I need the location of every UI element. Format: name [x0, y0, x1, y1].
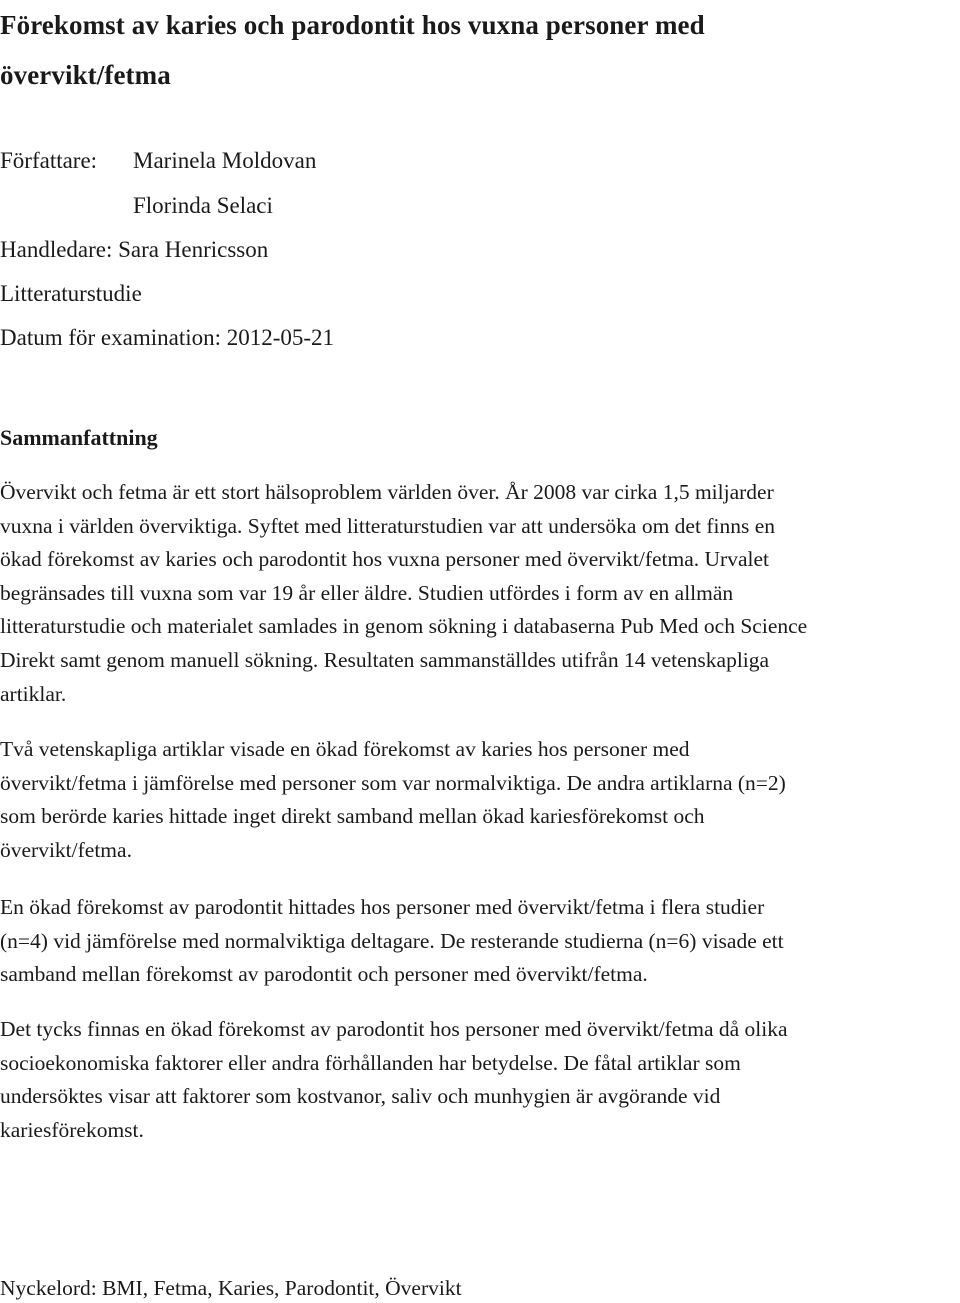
paragraph-line: Direkt samt genom manuell sökning. Resultaten sammanställdes utifrån 14 vetenskapliga	[0, 647, 770, 672]
supervisor-line	[0, 235, 268, 265]
document-title	[0, 0, 880, 100]
paragraph-line: Det tycks finnas en ökad förekomst av parodontit hos personer med övervikt/fetma då olika	[0, 1017, 788, 1041]
summary-paragraph-4	[0, 1013, 958, 1147]
paragraph-line: Två vetenskapliga artiklar visade en ökad förekomst av karies hos personer med	[0, 737, 690, 761]
study-type-text: Litteraturstudie	[0, 281, 142, 306]
title-line-1: Förekomst av karies och parodontit hos vuxna personer med	[0, 10, 705, 40]
author-2: Florinda Selaci	[133, 193, 273, 218]
paragraph-line: En ökad förekomst av parodontit hittades hos personer med övervikt/fetma i flera studier	[0, 895, 765, 919]
paragraph-line: socioekonomiska faktorer eller andra förhållanden har betydelse. De fåtal artiklar som	[0, 1050, 741, 1075]
paragraph-line: kariesförekomst.	[0, 1117, 144, 1142]
summary-paragraph-1	[0, 476, 958, 711]
paragraph-line: övervikt/fetma.	[0, 837, 132, 862]
paragraph-line: vuxna i världen överviktiga. Syftet med litteraturstudien var att undersöka om det finns en	[0, 513, 775, 538]
summary-paragraph-2	[0, 733, 958, 867]
study-type-line	[0, 279, 142, 309]
exam-date-line	[0, 323, 334, 353]
author-1: Marinela Moldovan	[133, 148, 317, 173]
authors-label: Författare:	[0, 148, 98, 173]
paragraph-line: som berörde karies hittade inget direkt samband mellan ökad kariesförekomst och	[0, 804, 705, 829]
keywords-line: Nyckelord: BMI, Fetma, Karies, Parodontit, Övervikt	[0, 1276, 462, 1300]
paragraph-line: (n=4) vid jämförelse med normalviktiga deltagare. De resterande studierna (n=6) visade ett	[0, 928, 784, 953]
paragraph-line: undersöktes visar att faktorer som kostvanor, saliv och munhygien är avgörande vid	[0, 1084, 721, 1109]
paragraph-line: övervikt/fetma i jämförelse med personer som var normalviktiga. De andra artiklarna (n=2)	[0, 770, 786, 795]
paragraph-line: begränsades till vuxna som var 19 år eller äldre. Studien utfördes i form av en allmän	[0, 580, 734, 605]
summary-paragraph-3	[0, 891, 958, 992]
authors-row-2	[0, 191, 273, 221]
paragraph-line: ökad förekomst av karies och parodontit hos vuxna personer med övervikt/fetma. Urvalet	[0, 547, 769, 572]
paragraph-line: samband mellan förekomst av parodontit och personer med övervikt/fetma.	[0, 962, 648, 987]
exam-date-text: Datum för examination: 2012-05-21	[0, 325, 335, 350]
authors-row	[0, 146, 316, 176]
supervisor-text: Handledare: Sara Henricsson	[0, 237, 269, 262]
paragraph-line: Övervikt och fetma är ett stort hälsoproblem världen över. År 2008 var cirka 1,5 miljarder	[0, 480, 774, 504]
paragraph-line: artiklar.	[0, 681, 67, 706]
paragraph-line: litteraturstudie och materialet samlades in genom sökning i databaserna Pub Med och Science	[0, 614, 808, 639]
title-line-2: övervikt/fetma	[0, 60, 171, 90]
summary-heading: Sammanfattning	[0, 425, 158, 450]
